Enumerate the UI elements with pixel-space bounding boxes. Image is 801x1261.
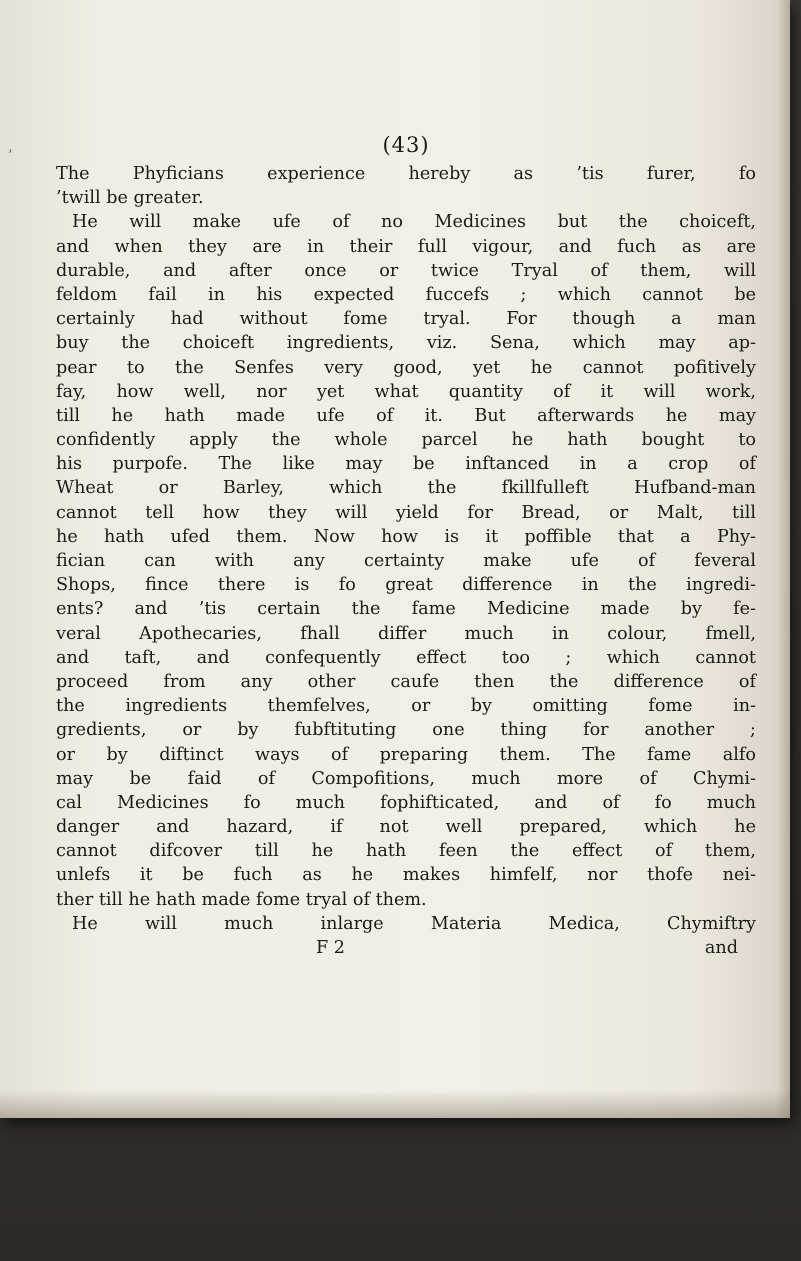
page-edge-shadow (776, 0, 790, 1118)
text-line: the ingredients themfelves, or by omitting fome in- (56, 696, 756, 717)
text-line: Shops, fince there is fo great difference in the ingredi- (56, 575, 756, 596)
text-line: or by diftinct ways of preparing them. The fame alfo (56, 744, 756, 765)
text-line: proceed from any other caufe then the difference of (56, 671, 756, 692)
text-line: ther till he hath made fome tryal of them. (56, 889, 427, 910)
page-footer-line (56, 936, 756, 960)
page-bottom-shadow (0, 1090, 790, 1118)
text-line: unlefs it be fuch as he makes himfelf, nor thofe nei- (56, 865, 756, 886)
text-line: The Phyficians experience hereby as ’tis furer, fo (56, 164, 756, 184)
text-line: and taft, and confequently effect too ; which cannot (56, 647, 756, 668)
text-line: ents? and ’tis certain the fame Medicine made by fe- (56, 599, 756, 620)
text-line: Wheat or Barley, which the fkillfulleft Hufband-man (56, 478, 756, 499)
text-line: cannot difcover till he hath feen the effect of them, (56, 841, 756, 862)
text-line: certainly had without fome tryal. For though a man (56, 309, 756, 330)
text-line: veral Apothecaries, fhall differ much in colour, fmell, (56, 623, 756, 644)
text-line: durable, and after once or twice Tryal of them, will (56, 260, 756, 281)
text-line: fay, how well, nor yet what quantity of it will work, (56, 381, 756, 402)
corner-mark: ’ (8, 148, 13, 164)
text-line: fician can with any certainty make ufe of feveral (56, 551, 756, 571)
text-line: danger and hazard, if not well prepared, which he (56, 817, 756, 838)
text-line: his purpofe. The like may be inftanced in a crop of (56, 454, 756, 475)
catchword: and (704, 938, 738, 958)
text-line: may be faid of Compofitions, much more of Chymi- (56, 768, 756, 789)
text-line: cal Medicines fo much fophifticated, and of fo much (56, 792, 756, 813)
page-text-block (56, 130, 756, 960)
page-number: (43) (382, 133, 430, 157)
text-line: and when they are in their full vigour, and fuch as are (56, 236, 756, 257)
signature-mark: F 2 (316, 938, 345, 958)
text-line: He will much inlarge Materia Medica, Chymiftry (72, 913, 756, 934)
text-line: pear to the Senfes very good, yet he cannot pofitively (56, 357, 756, 378)
text-line: confidently apply the whole parcel he hath bought to (56, 430, 756, 451)
text-line: He will make ufe of no Medicines but the choiceft, (72, 212, 756, 233)
text-line: till he hath made ufe of it. But afterwards he may (56, 405, 756, 426)
text-line: buy the choiceft ingredients, viz. Sena, which may ap- (56, 333, 756, 354)
text-line: gredients, or by fubftituting one thing for another ; (56, 720, 756, 741)
text-line: cannot tell how they will yield for Bread, or Malt, till (56, 502, 756, 523)
text-line: feldom fail in his expected fuccefs ; which cannot be (56, 284, 756, 305)
text-line: ’twill be greater. (56, 188, 204, 209)
text-line: he hath ufed them. Now how is it poffible that a Phy- (56, 526, 756, 547)
